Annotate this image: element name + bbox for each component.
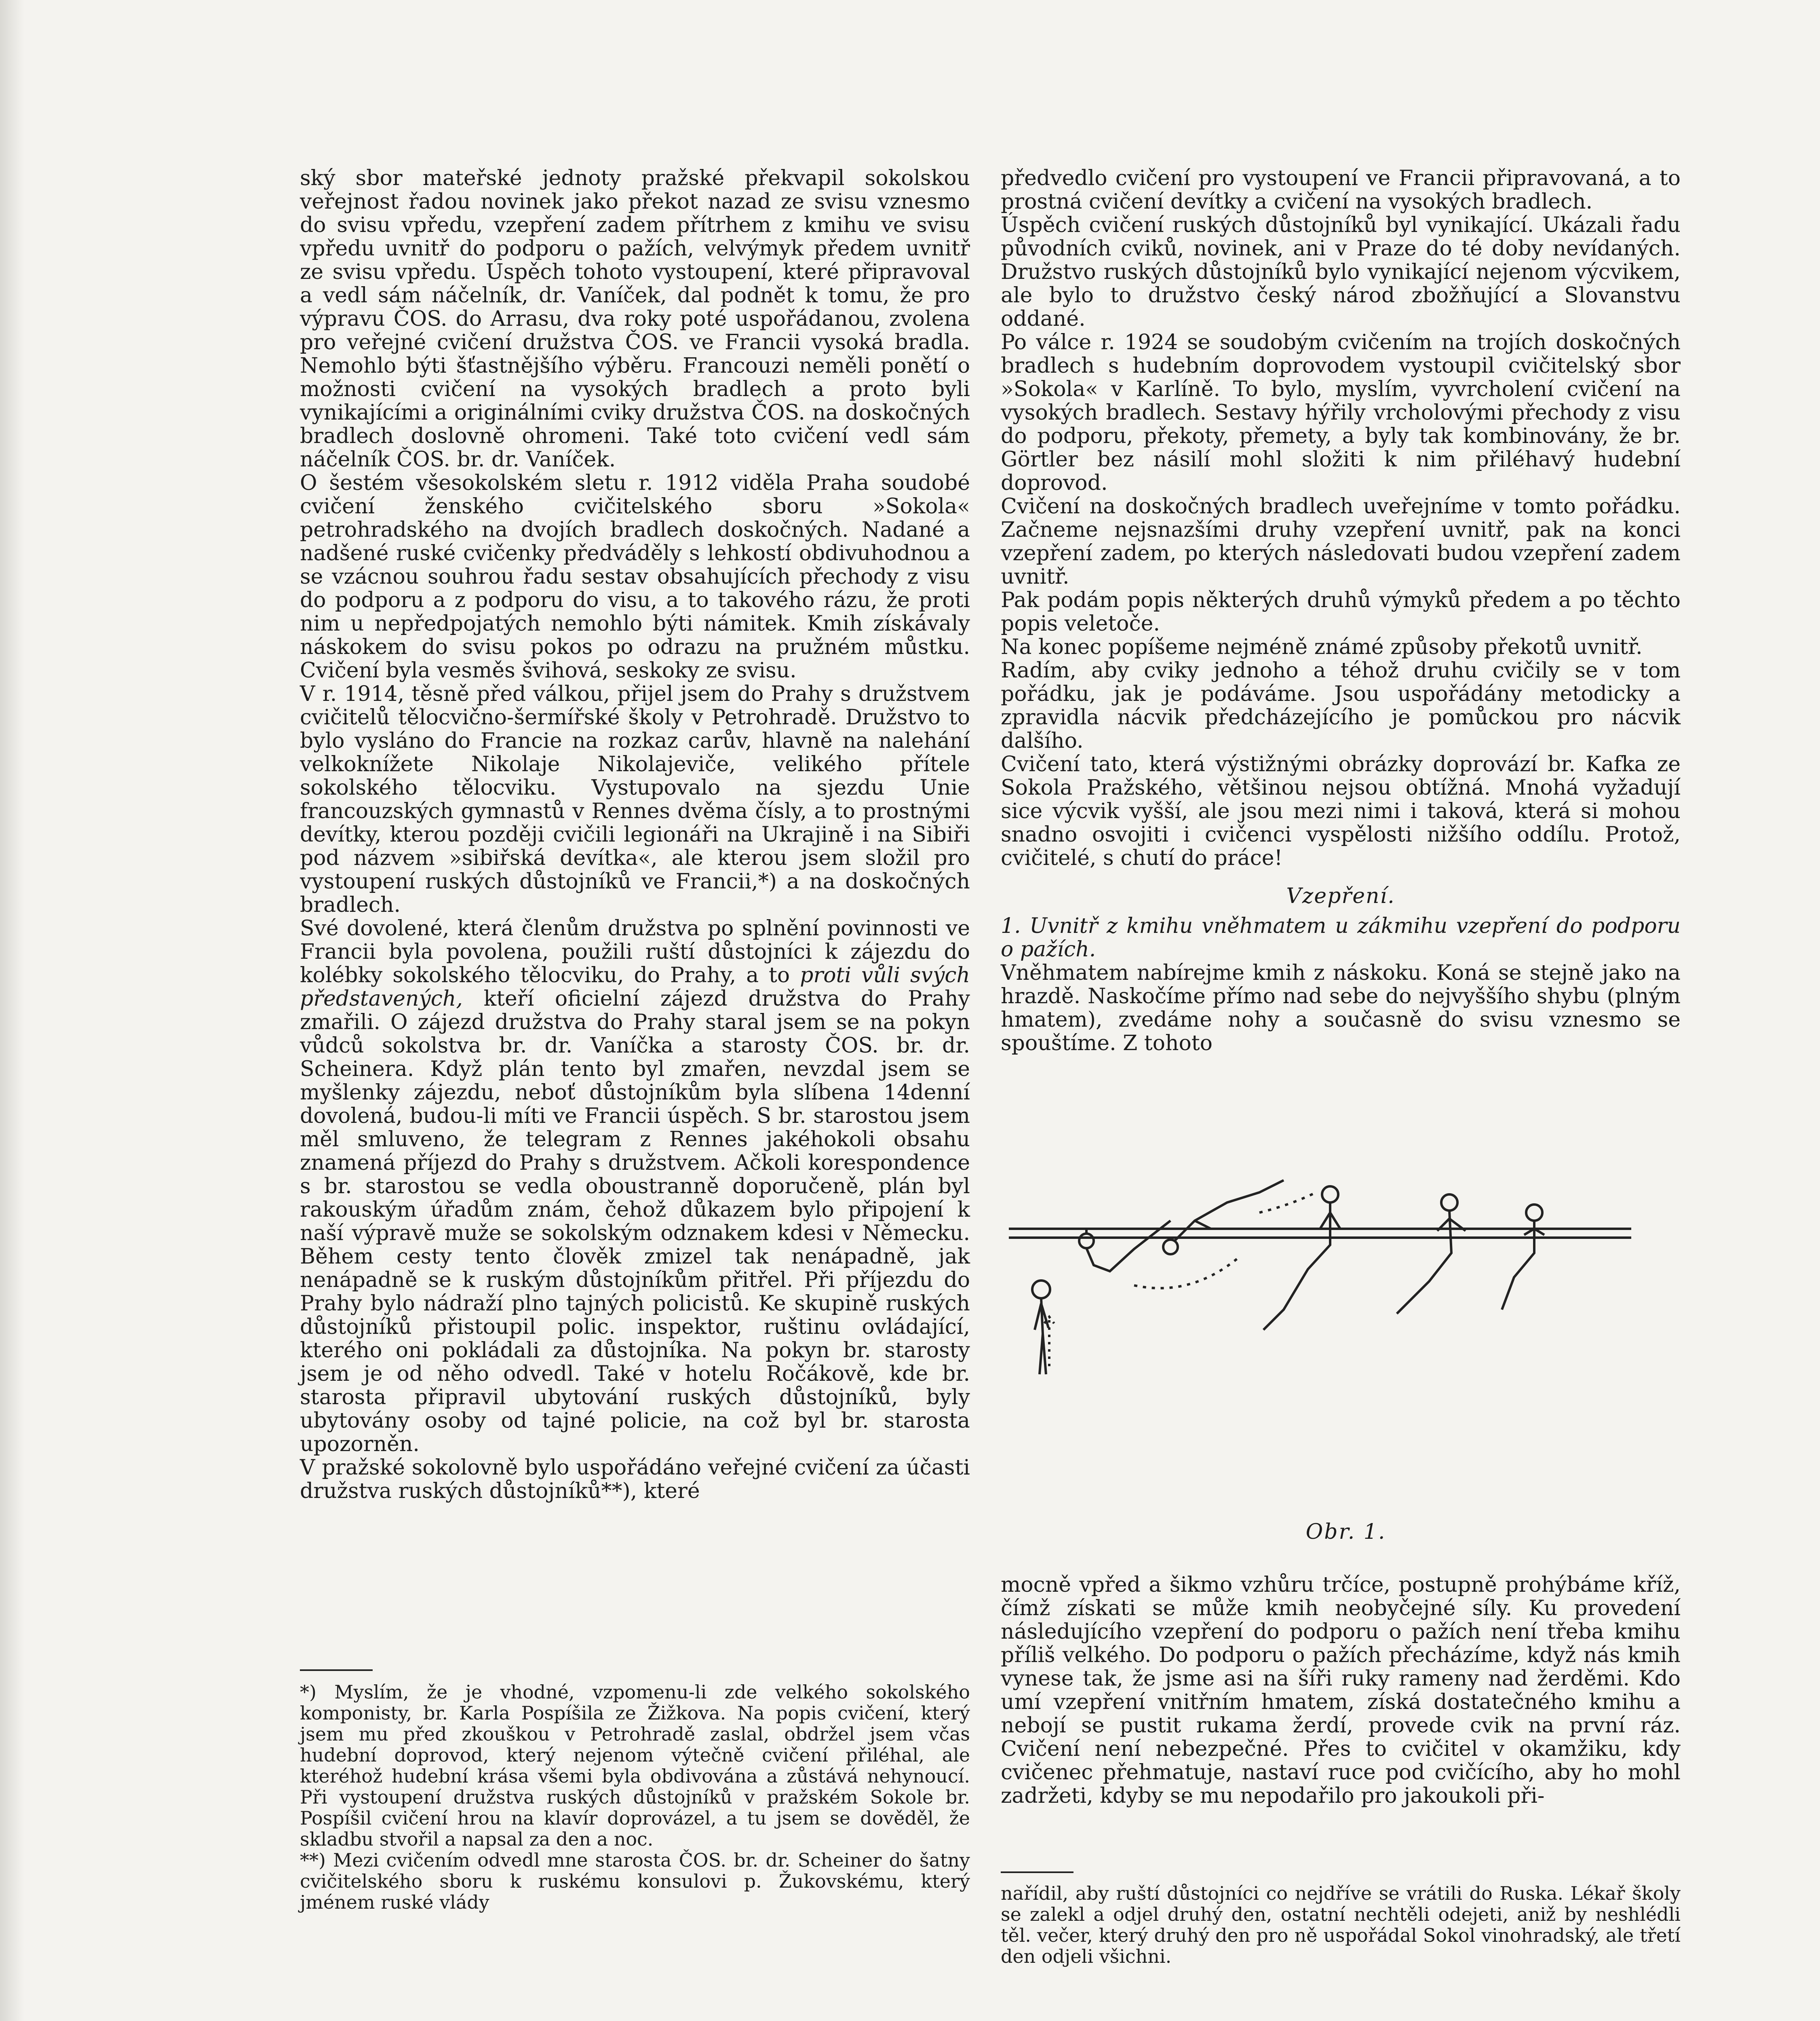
left-paragraph-1: ský sbor mateřské jednoty pražské překvapil sokolskou veřejnost řadou novinek jako překot nazad ze svisu vznesmo do svisu vpředu, vzepření zadem přítrhem z kmihu ve svisu vpředu uvnitř do podporu o pažích, velvýmyk předem uvnitř ze svisu vpředu. Úspěch tohoto vystoupení, které připravoval a vedl sám náčelník, dr. Vaníček, dal podnět k tomu, že pro výpravu ČOS. do Arrasu, dva roky poté uspořádanou, zvolena pro veřejné cvičení družstva ČOS. ve Francii vysoká bradla. Nemohlo býti šťastnějšího výběru. Francouzi neměli ponětí o možnosti cvičení na vysokých bradlech a proto byli vynikajícími a originálními cviky družstva ČOS. na doskočných bradlech doslovně ohromeni. Také toto cvičení vedl sám náčelník ČOS. br. dr. Vaníček.: [300, 166, 970, 472]
footnote-rule-left: [300, 1669, 373, 1671]
footnote-1: *) Myslím, že je vhodné, vzpomenu-li zde velkého sokolského komponisty, br. Karla Pospíšila ze Žižkova. Na popis cvičení, který jsem mu před zkouškou v Petrohradě zaslal, obdržel jsem včas hudební doprovod, který nejenom výtečně cvičení přiléhal, ale kteréhož hudební krása všemi byla obdivována a zůstává nehynoucí. Při vystoupení družstva ruských důstojníků v pražském Sokole br. Pospíšil cvičení hrou na klavír doprovázel, a tu jsem se dověděl, že skladbu stvořil a napsal za den a noc.: [300, 1681, 970, 1850]
right-paragraph-1: předvedlo cvičení pro vystoupení ve Francii připravovaná, a to prostná cvičení devítky a cvičení na vysokých bradlech.: [1001, 166, 1681, 214]
right-paragraph-4: Cvičení na doskočných bradlech uveřejníme v tomto pořádku. Začneme nejsnazšími druhy vzepření uvnitř, pak na konci vzepření zadem, po kterých následovati budou vzepření zadem uvnitř.: [1001, 494, 1681, 589]
exercise-title: 1. Uvnitř z kmihu vněhmatem u zákmihu vzepření do podporu o pažích.: [1001, 914, 1681, 962]
left-paragraph-3: V r. 1914, těsně před válkou, přijel jsem do Prahy s družstvem cvičitelů tělocvično-šermířské školy v Petrohradě. Družstvo to bylo vysláno do Francie na rozkaz carův, hlavně na nalehání velkoknížete Nikolaje Nikolajeviče, velikého přítele sokolského tělocviku. Vystupovalo na sjezdu Unie francouzských gymnastů v Rennes dvěma čísly, a to prostnými devítky, kterou později cvičili legionáři na Ukrajině i na Sibiři pod názvem »sibiřská devítka«, ale kterou jsem složil pro vystoupení ruských důstojníků ve Francii,*) a na doskočných bradlech.: [300, 682, 970, 917]
left-footnotes: [300, 1681, 970, 1913]
footnote-2: **) Mezi cvičením odvedl mne starosta ČOS. br. dr. Scheiner do šatny cvičitelského sboru k ruskému konsulovi p. Žukovskému, který jménem ruské vlády: [300, 1849, 970, 1913]
right-column: [1001, 167, 1681, 1055]
exercise-illustration: [1001, 1164, 1681, 1536]
section-heading: Vzepření.: [1286, 884, 1395, 908]
right-footnote-continuation: [1001, 1883, 1681, 1967]
left-paragraph-4-start: Své dovolené, která členům družstva po splnění povinnosti ve Francii byla povolena, použili ruští důstojníci k zájezdu do kolébky sokolského tělocviku, do Prahy, a to: [300, 916, 970, 987]
left-paragraph-2: O šestém všesokolském sletu r. 1912 viděla Praha soudobé cvičení ženského cvičitelského sboru »Sokola« petrohradského na dvojích bradlech doskočných. Nadané a nadšené ruské cvičenky předváděly s lehkostí obdivuhodnou a se vzácnou souhrou řadu sestav obsahujících přechody z visu do podporu a z podporu do visu, a to takového rázu, že proti nim u nepředpojatých nemohlo býti námitek. Kmih získávaly náskokem do svisu pokos po odrazu na pružném můstku. Cvičení byla vesměs švihová, seskoky ze svisu.: [300, 471, 970, 683]
left-paragraph-5: V pražské sokolovně bylo uspořádáno veřejné cvičení za účasti družstva ruských důstojníků**), které: [300, 1456, 970, 1503]
left-column: [300, 167, 970, 1503]
right-column-continuation: [1001, 1573, 1681, 1808]
left-paragraph-4-end: kteří oficielní zájezd družstva do Prahy zmařili. O zájezd družstva do Prahy staral jsem se na pokyn vůdců sokolstva br. dr. Vaníčka a starosty ČOS. br. dr. Scheinera. Když plán tento byl zmařen, nevzdal jsem se myšlenky zájezdu, neboť důstojníkům byla slíbena 14denní dovolená, budou-li míti ve Francii úspěch. S br. starostou jsem měl smluveno, že telegram z Rennes jakéhokoli obsahu znamená příjezd do Prahy s družstvem. Ačkoli korespondence s br. starostou se vedla oboustranně doporučeně, plán byl rakouským úřadům znám, čehož důkazem bylo připojení k naší výpravě muže se sokolským odznakem kdesi v Německu. Během cesty tento člověk zmizel tak nenápadně, jak nenápadně se k ruským důstojníkům přitřel. Při příjezdu do Prahy bylo nádraží plno tajných policistů. Ke skupině ruských důstojníků přistoupil polic. inspektor, ruštinu ovládající, kterého oni pokládali za důstojníka. Na pokyn br. starosty jsem je od něho odvedl. Také v hotelu Ročákově, kde br. starosta připravil ubytování ruských důstojníků, byly ubytovány osoby od tajné policie, na což byl br. starosta upozorněn.: [300, 987, 970, 1456]
page-edge-shadow: [0, 0, 24, 2021]
figure-caption: Obr. 1.: [1305, 1520, 1386, 1544]
left-paragraph-4-emphasis: proti vůli svých představených,: [300, 963, 970, 1011]
right-paragraph-7: Radím, aby cviky jednoho a téhož druhu cvičily se v tom pořádku, jak je podáváme. Jsou uspořádány metodicky a zpravidla nácvik předcházejícího je pomůckou pro nácvik dalšího.: [1001, 658, 1681, 753]
right-paragraph-5: Pak podám popis některých druhů výmyků předem a po těchto popis veletoče.: [1001, 588, 1681, 636]
footnote-continuation: nařídil, aby ruští důstojníci co nejdříve se vrátili do Ruska. Lékař školy se zalekl a odjel druhý den, ostatní nechtěli odejeti, aniž by neshlédli těl. večer, který druhý den pro ně uspořádal Sokol vinohradský, ale třetí den odjeli všichni.: [1001, 1882, 1681, 1967]
right-paragraph-8: Cvičení tato, která výstižnými obrázky doprovází br. Kafka ze Sokola Pražského, většinou nejsou obtížná. Mnohá vyžadují sice výcvik vyšší, ale jsou mezi nimi i taková, která si mohou snadno osvojiti i cvičenci vyspělosti nižšího oddílu. Protož, cvičitelé, s chutí do práce!: [1001, 752, 1681, 870]
right-paragraph-3: Po válce r. 1924 se soudobým cvičením na trojích doskočných bradlech s hudebním doprovodem vystoupil cvičitelský sbor »Sokola« v Karlíně. To bylo, myslím, vyvrcholení cvičení na vysokých bradlech. Sestavy hýřily vrcholovými přechody z visu do podporu, překoty, přemety, a byly tak kombinovány, že br. Görtler bez násilí mohl složiti k nim přiléhavý hudební doprovod.: [1001, 330, 1681, 495]
right-continuation-paragraph: mocně vpřed a šikmo vzhůru trčíce, postupně prohýbáme kříž, čímž získati se může kmih neobyčejné síly. Ku provedení následujícího vzepření do podporu o pažích není třeba kmihu příliš velkého. Do podporu o pažích přecházíme, když nás kmih vynese tak, že jsme asi na šíři ruky rameny nad žerděmi. Kdo umí vzepření vnitřním hmatem, získá dostatečného kmihu a nebojí se pustit rukama žerdí, provede cvik na první ráz. Cvičení není nebezpečné. Přes to cvičitel v okamžiku, kdy cvičenec přehmatuje, nastaví ruce pod cvičícího, aby ho mohl zadržeti, kdyby se mu nepodařilo pro jakoukoli při-: [1001, 1573, 1681, 1808]
right-paragraph-2: Úspěch cvičení ruských důstojníků byl vynikající. Ukázali řadu původních cviků, novinek, ani v Praze do té doby nevídaných. Družstvo ruských důstojníků bylo vynikající nejenom výcvikem, ale bylo to družstvo český národ zbožňující a Slovanstvu oddané.: [1001, 213, 1681, 331]
left-paragraph-4: [300, 917, 970, 1456]
footnote-rule-right: [1001, 1871, 1073, 1873]
right-paragraph-6: Na konec popíšeme nejméně známé způsoby překotů uvnitř.: [1001, 635, 1643, 659]
exercise-paragraph: Vněhmatem nabírejme kmih z náskoku. Koná se stejně jako na hrazdě. Naskočíme přímo nad sebe do nejvyššího shybu (plným hmatem), zvedáme nohy a současně do svisu vznesmo se spouštíme. Z tohoto: [1001, 961, 1681, 1055]
